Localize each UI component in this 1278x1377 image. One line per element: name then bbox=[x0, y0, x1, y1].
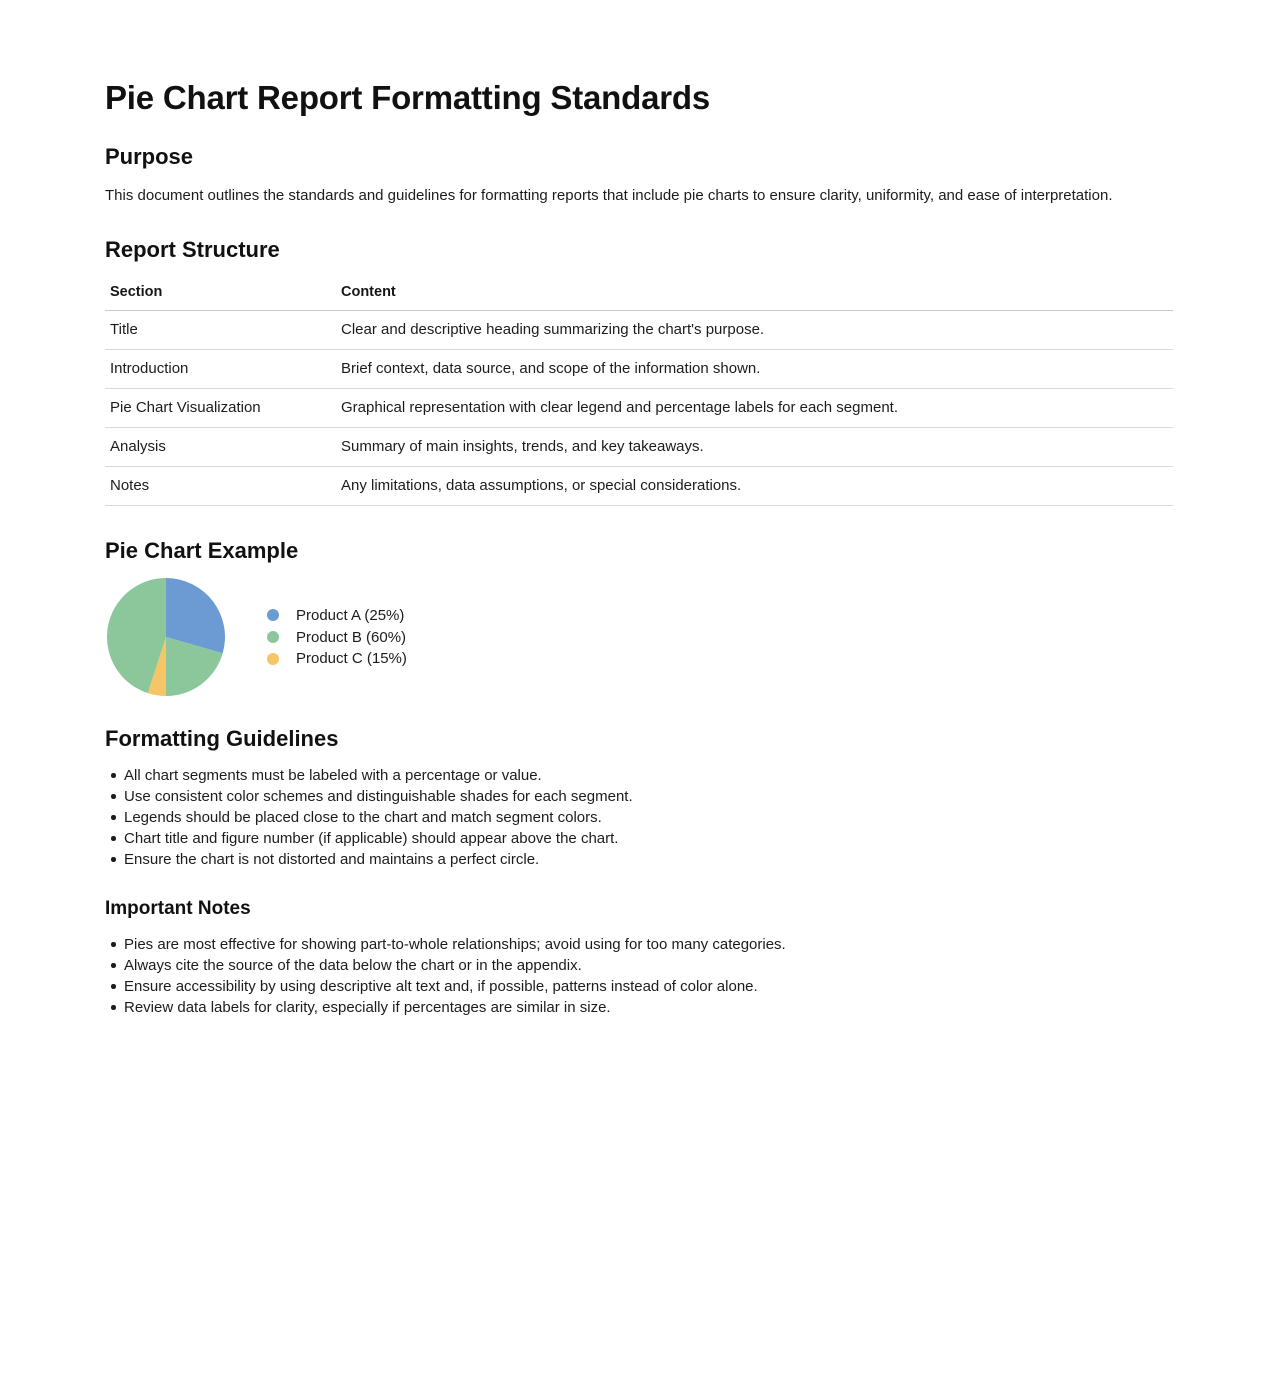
list-item: Chart title and figure number (if applicable) should appear above the chart. bbox=[105, 828, 1173, 849]
purpose-paragraph: This document outlines the standards and guidelines for formatting reports that include pie charts to ensure clarity, uniformity, and ease of interpretation. bbox=[105, 187, 1113, 204]
legend-color-dot bbox=[267, 631, 279, 643]
table-cell-content: Clear and descriptive heading summarizing the chart's purpose. bbox=[336, 311, 1173, 350]
table-row bbox=[105, 389, 1173, 428]
table-row bbox=[105, 311, 1173, 350]
document-page bbox=[0, 77, 1278, 1018]
table-cell-content: Any limitations, data assumptions, or special considerations. bbox=[336, 467, 1173, 506]
important-notes-list bbox=[105, 934, 1173, 1018]
list-item: Ensure the chart is not distorted and maintains a perfect circle. bbox=[105, 849, 1173, 870]
table-row bbox=[105, 467, 1173, 506]
pie-chart bbox=[107, 578, 225, 696]
list-item: All chart segments must be labeled with a percentage or value. bbox=[105, 765, 1173, 786]
table-column-header: Section bbox=[105, 276, 336, 311]
legend-color-dot bbox=[267, 609, 279, 621]
table-column-header: Content bbox=[336, 276, 1173, 311]
important-notes-heading: Important Notes bbox=[105, 898, 251, 919]
legend-label: Product B (60%) bbox=[296, 628, 407, 646]
report-structure-heading: Report Structure bbox=[105, 237, 280, 262]
table-row bbox=[105, 350, 1173, 389]
table-cell-section: Title bbox=[105, 311, 336, 350]
formatting-guidelines-heading: Formatting Guidelines bbox=[105, 726, 339, 751]
list-item: Review data labels for clarity, especially if percentages are similar in size. bbox=[105, 997, 1173, 1018]
list-item: Pies are most effective for showing part-to-whole relationships; avoid using for too many categories. bbox=[105, 934, 1173, 955]
legend-label: Product A (25%) bbox=[296, 606, 405, 624]
formatting-guidelines-list bbox=[105, 765, 1173, 870]
table-cell-content: Graphical representation with clear legend and percentage labels for each segment. bbox=[336, 389, 1173, 428]
legend-item bbox=[267, 626, 407, 648]
table-cell-section: Pie Chart Visualization bbox=[105, 389, 336, 428]
table-cell-content: Brief context, data source, and scope of the information shown. bbox=[336, 350, 1173, 389]
page-title: Pie Chart Report Formatting Standards bbox=[105, 79, 711, 116]
report-structure-table bbox=[105, 276, 1173, 506]
list-item: Always cite the source of the data below the chart or in the appendix. bbox=[105, 955, 1173, 976]
pie-chart-figure bbox=[105, 578, 1173, 696]
legend-item bbox=[267, 648, 407, 670]
list-item: Legends should be placed close to the chart and match segment colors. bbox=[105, 807, 1173, 828]
pie-example-heading: Pie Chart Example bbox=[105, 538, 299, 563]
purpose-heading: Purpose bbox=[105, 144, 194, 169]
table-cell-section: Introduction bbox=[105, 350, 336, 389]
table-row bbox=[105, 428, 1173, 467]
table-cell-content: Summary of main insights, trends, and key takeaways. bbox=[336, 428, 1173, 467]
table-cell-section: Analysis bbox=[105, 428, 336, 467]
legend-item bbox=[267, 604, 407, 626]
pie-chart-svg bbox=[107, 578, 225, 696]
legend-label: Product C (15%) bbox=[296, 650, 407, 668]
pie-legend bbox=[267, 604, 407, 669]
legend-color-dot bbox=[267, 653, 279, 665]
table-header-row bbox=[105, 276, 1173, 311]
list-item: Use consistent color schemes and distinguishable shades for each segment. bbox=[105, 786, 1173, 807]
table-cell-section: Notes bbox=[105, 467, 336, 506]
list-item: Ensure accessibility by using descriptive alt text and, if possible, patterns instead of color alone. bbox=[105, 976, 1173, 997]
